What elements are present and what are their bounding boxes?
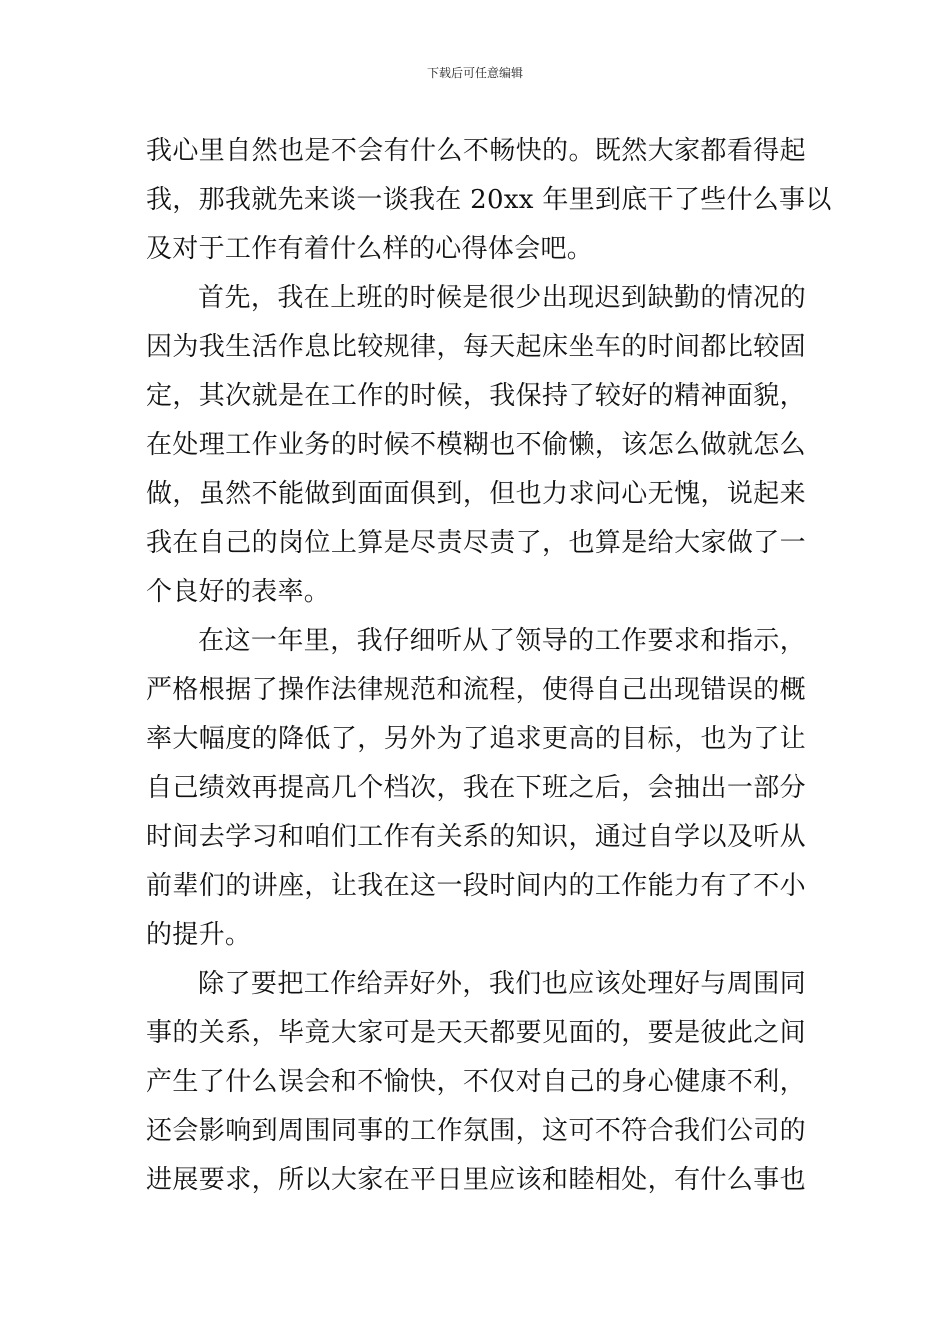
text-line: 定，其次就是在工作的时候，我保持了较好的精神面貌， (146, 381, 806, 411)
text-line: 还会影响到周围同事的工作氛围，这可不符合我们公司的 (146, 1116, 806, 1146)
text-line: 个良好的表率。 (146, 577, 331, 607)
page-header: 下载后可任意编辑 (426, 66, 523, 80)
text-line: 产生了什么误会和不愉快，不仅对自己的身心健康不利， (146, 1067, 806, 1097)
document-body (146, 127, 832, 1205)
text-line: 严格根据了操作法律规范和流程，使得自己出现错误的概 (146, 675, 806, 705)
text-line: 我，那我就先来谈一谈我在 20xx 年里到底干了些什么事以 (146, 185, 832, 215)
text-line: 在处理工作业务的时候不模糊也不偷懒，该怎么做就怎么 (146, 430, 806, 460)
text-line: 前辈们的讲座，让我在这一段时间内的工作能力有了不小 (146, 871, 806, 901)
text-line: 时间去学习和咱们工作有关系的知识，通过自学以及听从 (146, 822, 806, 852)
text-line: 自己绩效再提高几个档次，我在下班之后，会抽出一部分 (146, 773, 806, 803)
text-line: 及对于工作有着什么样的心得体会吧。 (146, 234, 594, 264)
text-line: 因为我生活作息比较规律，每天起床坐车的时间都比较固 (146, 332, 806, 362)
text-line: 的提升。 (146, 920, 252, 950)
text-line: 进展要求，所以大家在平日里应该和睦相处，有什么事也 (146, 1165, 806, 1195)
text-line: 首先，我在上班的时候是很少出现迟到缺勤的情况的 (198, 283, 806, 313)
text-line: 除了要把工作给弄好外，我们也应该处理好与周围同 (198, 969, 806, 999)
text-line: 率大幅度的降低了，另外为了追求更高的目标，也为了让 (146, 724, 806, 754)
text-line: 我心里自然也是不会有什么不畅快的。既然大家都看得起 (146, 136, 806, 166)
text-line: 在这一年里，我仔细听从了领导的工作要求和指示， (198, 626, 806, 656)
text-line: 我在自己的岗位上算是尽责尽责了，也算是给大家做了一 (146, 528, 806, 558)
text-line: 做，虽然不能做到面面俱到，但也力求问心无愧，说起来 (146, 479, 806, 509)
text-line: 事的关系，毕竟大家可是天天都要见面的，要是彼此之间 (146, 1018, 806, 1048)
